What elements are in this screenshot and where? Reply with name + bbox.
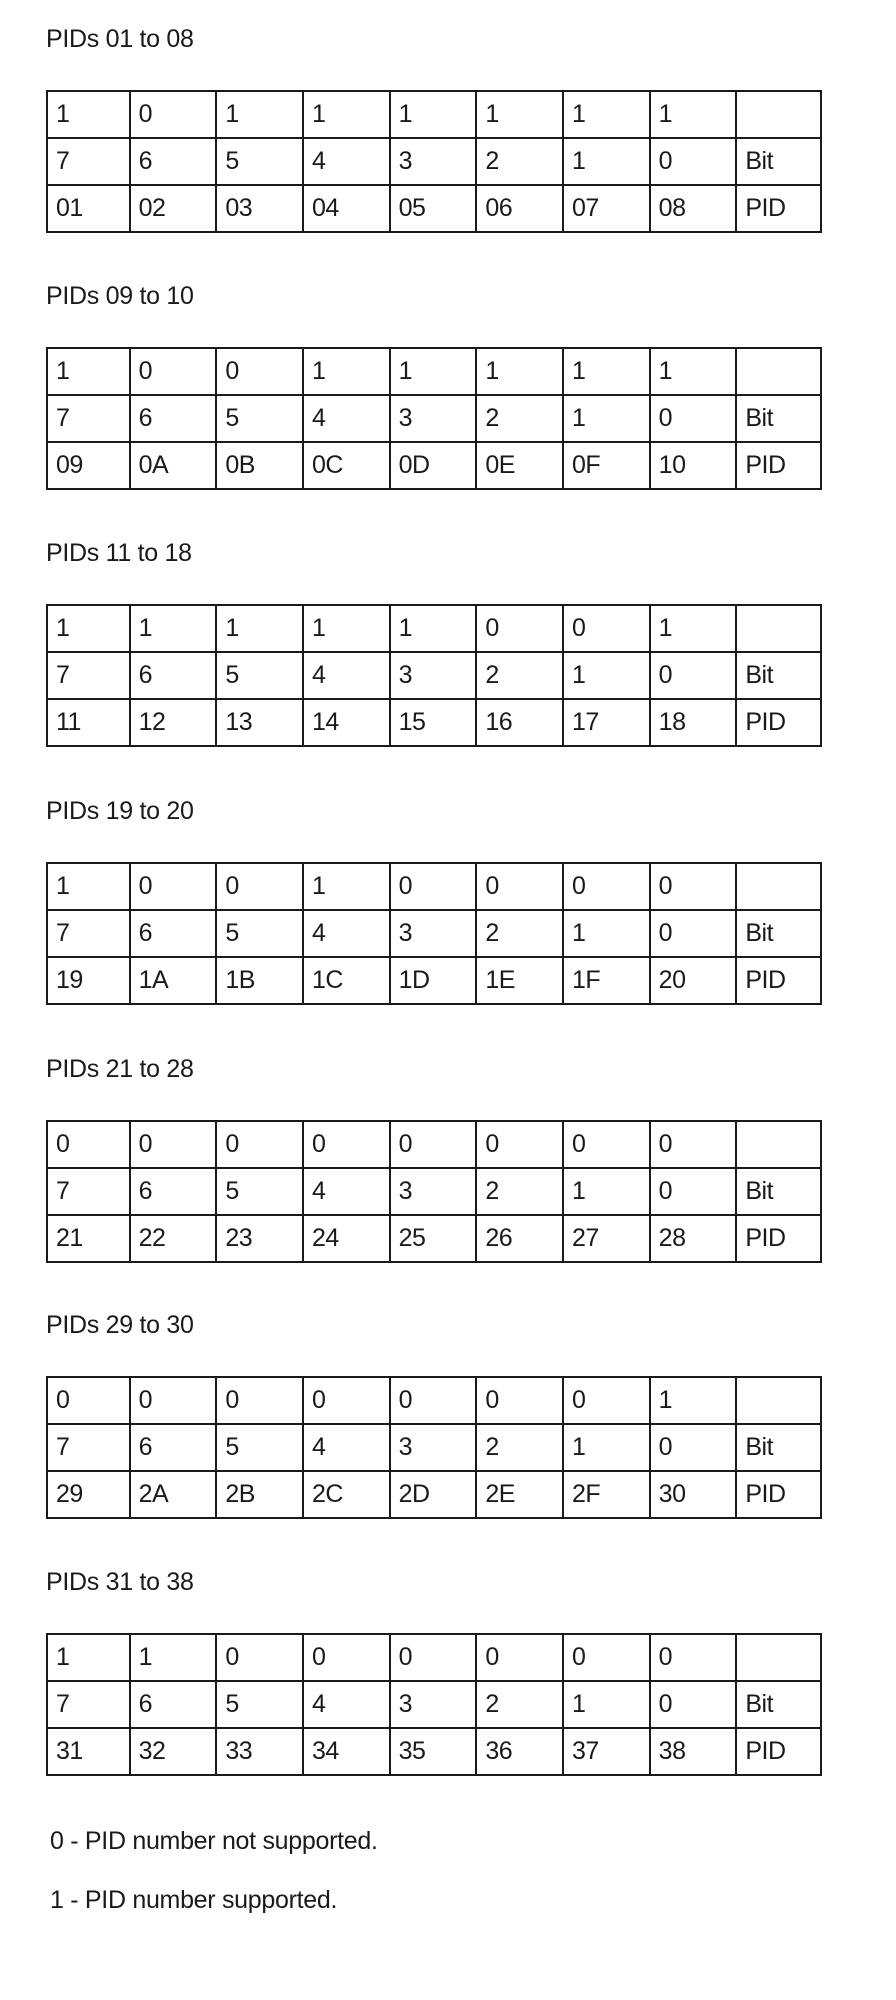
cell: 7 xyxy=(47,652,130,699)
bit-row xyxy=(47,1168,821,1215)
cell: 1 xyxy=(563,1424,650,1471)
support-row xyxy=(47,1121,821,1168)
cell xyxy=(736,1377,821,1424)
pid-section xyxy=(46,281,822,490)
cell: 14 xyxy=(303,699,390,746)
bit-row xyxy=(47,395,821,442)
pid-table xyxy=(46,862,822,1005)
cell: 0 xyxy=(650,1681,737,1728)
pid-row xyxy=(47,185,821,232)
cell: 1 xyxy=(476,348,563,395)
cell: 0 xyxy=(650,395,737,442)
cell: 1 xyxy=(47,605,130,652)
support-row xyxy=(47,1377,821,1424)
cell: 2 xyxy=(476,1168,563,1215)
cell: PID xyxy=(736,442,821,489)
cell: 1 xyxy=(47,1634,130,1681)
support-row xyxy=(47,1634,821,1681)
cell: 4 xyxy=(303,652,390,699)
cell: 0C xyxy=(303,442,390,489)
cell: 1 xyxy=(476,91,563,138)
cell: 2 xyxy=(476,1681,563,1728)
legend-supported: 1 - PID number supported. xyxy=(50,1886,338,1914)
cell: 2A xyxy=(130,1471,217,1518)
cell: 0 xyxy=(390,1121,477,1168)
cell: 37 xyxy=(563,1728,650,1775)
section-title: PIDs 21 to 28 xyxy=(46,1055,194,1083)
pid-row xyxy=(47,1215,821,1262)
support-row xyxy=(47,91,821,138)
cell: 0 xyxy=(476,1377,563,1424)
cell: 2 xyxy=(476,395,563,442)
cell: 1 xyxy=(216,605,303,652)
cell: 1 xyxy=(563,348,650,395)
cell: 6 xyxy=(130,1681,217,1728)
cell: 26 xyxy=(476,1215,563,1262)
support-row xyxy=(47,348,821,395)
cell: 28 xyxy=(650,1215,737,1262)
section-title: PIDs 01 to 08 xyxy=(46,25,194,53)
cell: 6 xyxy=(130,652,217,699)
cell: 1E xyxy=(476,957,563,1004)
pid-row xyxy=(47,442,821,489)
pid-table xyxy=(46,1376,822,1519)
cell: 4 xyxy=(303,1168,390,1215)
cell: 11 xyxy=(47,699,130,746)
cell: 1 xyxy=(47,91,130,138)
cell: 13 xyxy=(216,699,303,746)
cell: 7 xyxy=(47,1681,130,1728)
cell: Bit xyxy=(736,1424,821,1471)
cell: 0 xyxy=(390,1634,477,1681)
pid-table xyxy=(46,347,822,490)
cell: 1 xyxy=(130,605,217,652)
cell: Bit xyxy=(736,138,821,185)
cell: 1 xyxy=(303,348,390,395)
cell: 0 xyxy=(216,1121,303,1168)
section-title: PIDs 31 to 38 xyxy=(46,1568,194,1596)
cell: 2 xyxy=(476,138,563,185)
cell: 1 xyxy=(563,395,650,442)
bit-row xyxy=(47,1424,821,1471)
cell: 1 xyxy=(563,1681,650,1728)
pid-row xyxy=(47,1728,821,1775)
cell: 0 xyxy=(650,910,737,957)
cell: 0 xyxy=(476,605,563,652)
cell: 0 xyxy=(650,1424,737,1471)
cell: 0 xyxy=(303,1634,390,1681)
cell: 0 xyxy=(303,1121,390,1168)
bit-row xyxy=(47,138,821,185)
cell: 0 xyxy=(47,1121,130,1168)
cell: 1 xyxy=(563,652,650,699)
cell: 4 xyxy=(303,1424,390,1471)
cell: 24 xyxy=(303,1215,390,1262)
cell: 7 xyxy=(47,1168,130,1215)
pid-row xyxy=(47,957,821,1004)
cell: 0 xyxy=(130,1121,217,1168)
cell: 09 xyxy=(47,442,130,489)
cell: 0 xyxy=(563,1121,650,1168)
cell: 5 xyxy=(216,1424,303,1471)
cell: 7 xyxy=(47,138,130,185)
cell: 1 xyxy=(563,138,650,185)
cell: 4 xyxy=(303,1681,390,1728)
cell: 0 xyxy=(216,1377,303,1424)
cell: 5 xyxy=(216,1681,303,1728)
cell: PID xyxy=(736,1215,821,1262)
cell: 0E xyxy=(476,442,563,489)
cell: 2E xyxy=(476,1471,563,1518)
cell: 4 xyxy=(303,138,390,185)
pid-table xyxy=(46,90,822,233)
cell: 1 xyxy=(563,91,650,138)
cell: 0A xyxy=(130,442,217,489)
cell: 1F xyxy=(563,957,650,1004)
cell: 07 xyxy=(563,185,650,232)
cell: 18 xyxy=(650,699,737,746)
cell: 30 xyxy=(650,1471,737,1518)
cell: 1 xyxy=(650,1377,737,1424)
cell: 1 xyxy=(650,605,737,652)
cell: 1 xyxy=(563,910,650,957)
cell: 20 xyxy=(650,957,737,1004)
cell xyxy=(736,1121,821,1168)
cell: 7 xyxy=(47,395,130,442)
cell: 6 xyxy=(130,395,217,442)
cell: 0 xyxy=(563,863,650,910)
legend-not-supported: 0 - PID number not supported. xyxy=(50,1827,378,1855)
cell: Bit xyxy=(736,652,821,699)
cell: 0 xyxy=(650,1168,737,1215)
cell: 3 xyxy=(390,1681,477,1728)
cell: 3 xyxy=(390,395,477,442)
cell: PID xyxy=(736,1728,821,1775)
cell: 5 xyxy=(216,1168,303,1215)
cell: 0 xyxy=(130,863,217,910)
cell: 23 xyxy=(216,1215,303,1262)
cell: 0 xyxy=(216,863,303,910)
cell: 17 xyxy=(563,699,650,746)
cell: 0 xyxy=(47,1377,130,1424)
cell: 12 xyxy=(130,699,217,746)
cell: 25 xyxy=(390,1215,477,1262)
cell xyxy=(736,1634,821,1681)
cell: 0 xyxy=(476,863,563,910)
cell xyxy=(736,91,821,138)
cell: 2 xyxy=(476,910,563,957)
cell: 27 xyxy=(563,1215,650,1262)
cell: 02 xyxy=(130,185,217,232)
cell: 5 xyxy=(216,910,303,957)
cell: 1 xyxy=(303,91,390,138)
cell: 15 xyxy=(390,699,477,746)
cell: 1 xyxy=(390,348,477,395)
cell: 4 xyxy=(303,910,390,957)
cell: 1 xyxy=(130,1634,217,1681)
cell: 3 xyxy=(390,1168,477,1215)
cell: 1 xyxy=(303,863,390,910)
cell xyxy=(736,605,821,652)
cell: 0F xyxy=(563,442,650,489)
cell: 2D xyxy=(390,1471,477,1518)
cell: 0 xyxy=(650,652,737,699)
cell: 2 xyxy=(476,1424,563,1471)
cell: 04 xyxy=(303,185,390,232)
cell: 31 xyxy=(47,1728,130,1775)
pid-table xyxy=(46,1633,822,1776)
cell: 19 xyxy=(47,957,130,1004)
cell xyxy=(736,348,821,395)
cell: 1 xyxy=(563,1168,650,1215)
cell: Bit xyxy=(736,910,821,957)
cell: Bit xyxy=(736,1168,821,1215)
cell: PID xyxy=(736,699,821,746)
cell: Bit xyxy=(736,395,821,442)
section-title: PIDs 19 to 20 xyxy=(46,797,194,825)
cell: 21 xyxy=(47,1215,130,1262)
cell: 2 xyxy=(476,652,563,699)
cell: 1 xyxy=(650,91,737,138)
pid-section xyxy=(46,796,822,1005)
cell: 1 xyxy=(390,91,477,138)
cell: 0 xyxy=(303,1377,390,1424)
cell: 2C xyxy=(303,1471,390,1518)
cell: 1D xyxy=(390,957,477,1004)
cell: 1 xyxy=(47,863,130,910)
pid-table xyxy=(46,604,822,747)
cell: 01 xyxy=(47,185,130,232)
pid-row xyxy=(47,699,821,746)
cell: 38 xyxy=(650,1728,737,1775)
cell: 0 xyxy=(390,863,477,910)
cell: PID xyxy=(736,1471,821,1518)
cell: 5 xyxy=(216,652,303,699)
cell: 0 xyxy=(563,1377,650,1424)
cell: 6 xyxy=(130,1168,217,1215)
cell: 0 xyxy=(130,348,217,395)
cell: 0 xyxy=(216,1634,303,1681)
section-title: PIDs 09 to 10 xyxy=(46,282,194,310)
cell: 22 xyxy=(130,1215,217,1262)
cell: 03 xyxy=(216,185,303,232)
cell: 1 xyxy=(650,348,737,395)
cell: 3 xyxy=(390,138,477,185)
cell: 0 xyxy=(650,863,737,910)
cell: 0 xyxy=(650,1121,737,1168)
cell: 0 xyxy=(563,1634,650,1681)
cell: 3 xyxy=(390,652,477,699)
cell: 1A xyxy=(130,957,217,1004)
support-row xyxy=(47,863,821,910)
bit-row xyxy=(47,1681,821,1728)
cell: 34 xyxy=(303,1728,390,1775)
cell: 5 xyxy=(216,395,303,442)
cell: 05 xyxy=(390,185,477,232)
cell: 0 xyxy=(130,1377,217,1424)
cell: 0 xyxy=(563,605,650,652)
cell: 06 xyxy=(476,185,563,232)
cell: 3 xyxy=(390,1424,477,1471)
cell: 1 xyxy=(47,348,130,395)
cell: 33 xyxy=(216,1728,303,1775)
section-title: PIDs 11 to 18 xyxy=(46,539,192,567)
support-row xyxy=(47,605,821,652)
cell: PID xyxy=(736,185,821,232)
cell: 0 xyxy=(390,1377,477,1424)
section-title: PIDs 29 to 30 xyxy=(46,1311,194,1339)
pid-row xyxy=(47,1471,821,1518)
cell: 3 xyxy=(390,910,477,957)
cell: 5 xyxy=(216,138,303,185)
cell: 6 xyxy=(130,138,217,185)
cell: 1 xyxy=(303,605,390,652)
cell: 10 xyxy=(650,442,737,489)
cell: 0D xyxy=(390,442,477,489)
cell: 6 xyxy=(130,1424,217,1471)
cell xyxy=(736,863,821,910)
cell: 1B xyxy=(216,957,303,1004)
cell: 35 xyxy=(390,1728,477,1775)
cell: 0 xyxy=(130,91,217,138)
pid-section xyxy=(46,1310,822,1519)
cell: 0 xyxy=(650,1634,737,1681)
cell: 1 xyxy=(216,91,303,138)
cell: 1C xyxy=(303,957,390,1004)
cell: 0 xyxy=(476,1634,563,1681)
pid-section xyxy=(46,1567,822,1776)
bit-row xyxy=(47,910,821,957)
cell: 32 xyxy=(130,1728,217,1775)
cell: 2B xyxy=(216,1471,303,1518)
cell: 1 xyxy=(390,605,477,652)
cell: 29 xyxy=(47,1471,130,1518)
cell: PID xyxy=(736,957,821,1004)
cell: 36 xyxy=(476,1728,563,1775)
cell: 4 xyxy=(303,395,390,442)
bit-row xyxy=(47,652,821,699)
pid-section xyxy=(46,24,822,233)
pid-table xyxy=(46,1120,822,1263)
cell: 16 xyxy=(476,699,563,746)
cell: 0 xyxy=(476,1121,563,1168)
cell: 08 xyxy=(650,185,737,232)
cell: 0 xyxy=(650,138,737,185)
cell: 2F xyxy=(563,1471,650,1518)
cell: 7 xyxy=(47,1424,130,1471)
pid-section xyxy=(46,1054,822,1263)
cell: 7 xyxy=(47,910,130,957)
pid-section xyxy=(46,538,822,747)
cell: Bit xyxy=(736,1681,821,1728)
cell: 0B xyxy=(216,442,303,489)
cell: 6 xyxy=(130,910,217,957)
cell: 0 xyxy=(216,348,303,395)
